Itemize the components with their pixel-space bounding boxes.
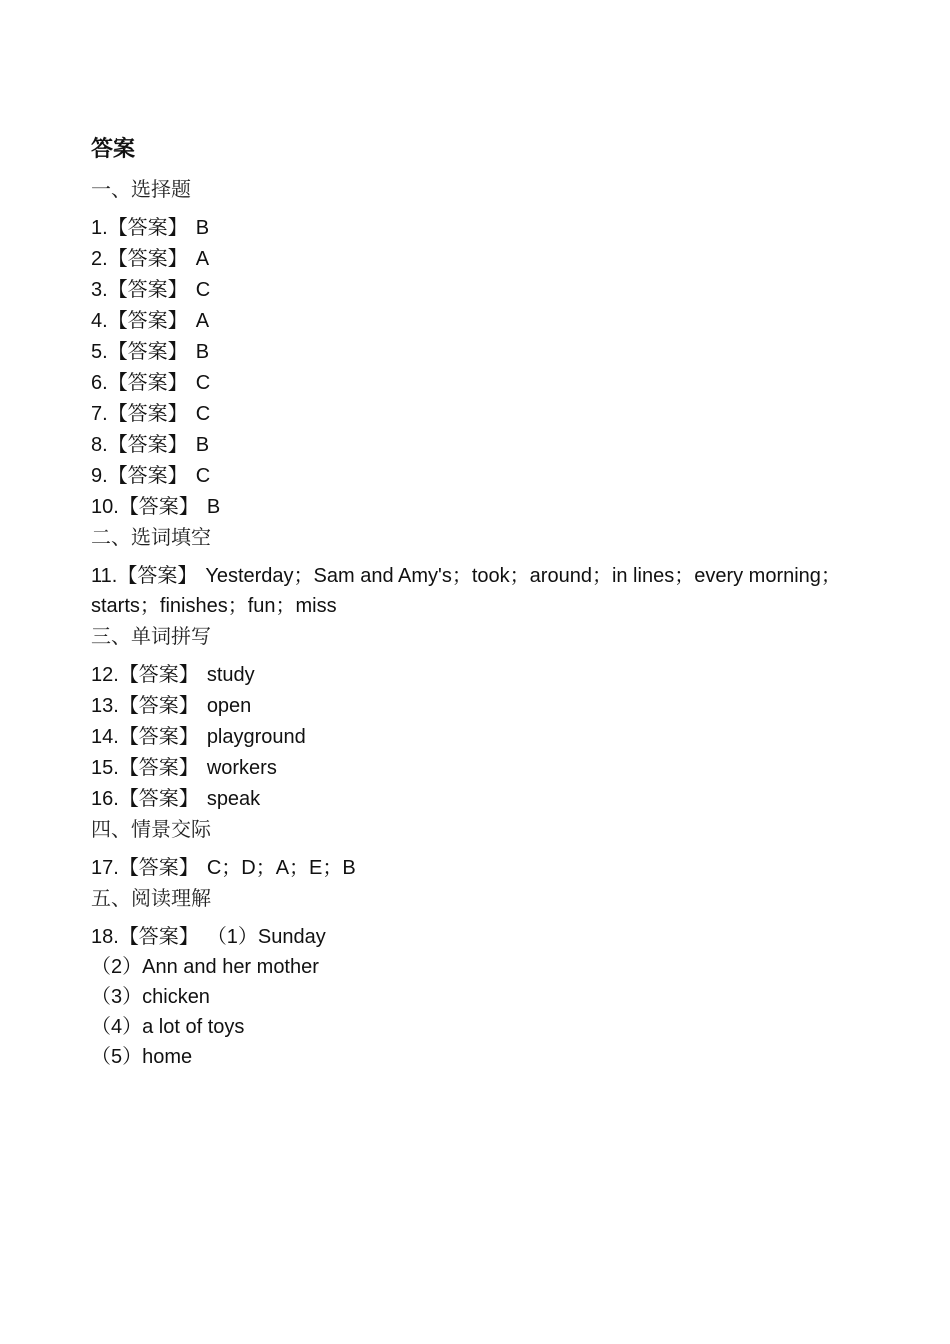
answer-line (91, 690, 851, 721)
answer-value: A (195, 310, 210, 332)
answer-line (91, 274, 851, 305)
section-word-fill (91, 522, 851, 621)
answer-value: （1）Sunday (206, 926, 326, 948)
question-number: 6. (91, 372, 108, 394)
answer-value: study (206, 664, 255, 686)
answer-value: playground (206, 726, 306, 748)
answer-tag: 【答案】 (107, 463, 188, 487)
answer-tag: 【答案】 (117, 563, 198, 587)
answer-tag: 【答案】 (107, 432, 188, 456)
section-heading: 三、单词拼写 (91, 624, 211, 648)
question-number: 16. (91, 788, 119, 810)
answer-line (91, 491, 851, 522)
answer-line (91, 560, 851, 621)
answer-line (91, 752, 851, 783)
answer-line (91, 659, 851, 690)
answer-tag: 【答案】 (107, 277, 188, 301)
answer-tag: 【答案】 (107, 308, 188, 332)
question-number: 1. (91, 217, 108, 239)
answer-value: C (195, 403, 211, 425)
question-number: 14. (91, 726, 119, 748)
answer-tag: 【答案】 (107, 246, 188, 270)
answer-document (91, 134, 851, 1072)
answer-tag: 【答案】 (118, 494, 199, 518)
answer-tag: 【答案】 (107, 339, 188, 363)
answer-value: Yesterday；Sam and Amy's；took；around；in lines；every morning；starts；finishes；fun；miss (91, 565, 841, 617)
answer-value: C (195, 372, 211, 394)
question-number: 15. (91, 757, 119, 779)
answer-value: C (195, 465, 211, 487)
question-number: 7. (91, 403, 108, 425)
answer-line (91, 783, 851, 814)
answer-line (91, 243, 851, 274)
question-number: 5. (91, 341, 108, 363)
section-multiple-choice (91, 174, 851, 522)
answer-tag: 【答案】 (118, 724, 199, 748)
answer-tag: 【答案】 (118, 662, 199, 686)
section-heading: 一、选择题 (91, 177, 191, 201)
question-number: 17. (91, 857, 119, 879)
question-number: 10. (91, 496, 119, 518)
answer-line (91, 429, 851, 460)
answer-value: B (195, 341, 210, 363)
answer-line (91, 921, 851, 952)
question-number: 2. (91, 248, 108, 270)
answer-line (91, 398, 851, 429)
question-number: 4. (91, 310, 108, 332)
answer-tag: 【答案】 (107, 370, 188, 394)
sub-answer-line: （2）Ann and her mother (91, 956, 319, 978)
answer-tag: 【答案】 (118, 855, 199, 879)
answer-tag: 【答案】 (118, 924, 199, 948)
answer-line (91, 367, 851, 398)
answer-line (91, 460, 851, 491)
section-heading: 二、选词填空 (91, 525, 211, 549)
answer-value: workers (206, 757, 277, 779)
question-number: 9. (91, 465, 108, 487)
sub-answer-line: （4）a lot of toys (91, 1016, 245, 1038)
answer-tag: 【答案】 (107, 401, 188, 425)
question-number: 3. (91, 279, 108, 301)
answer-value: speak (206, 788, 261, 810)
section-reading-comprehension (91, 883, 851, 1072)
sub-answer-line: （5）home (91, 1046, 193, 1068)
question-number: 18. (91, 926, 119, 948)
question-number: 8. (91, 434, 108, 456)
document-title: 答案 (91, 137, 136, 162)
answer-tag: 【答案】 (118, 693, 199, 717)
answer-value: B (195, 434, 210, 456)
answer-value: B (195, 217, 210, 239)
answer-value: B (206, 496, 221, 518)
section-heading: 四、情景交际 (91, 817, 211, 841)
answer-value: open (206, 695, 252, 717)
section-heading: 五、阅读理解 (91, 886, 211, 910)
answer-value: C；D；A；E；B (206, 857, 356, 879)
answer-line (91, 721, 851, 752)
answer-tag: 【答案】 (107, 215, 188, 239)
answer-tag: 【答案】 (118, 786, 199, 810)
question-number: 11. (91, 565, 118, 587)
answer-line (91, 305, 851, 336)
answer-value: C (195, 279, 211, 301)
sub-answer-line: （3）chicken (91, 986, 210, 1008)
answer-value: A (195, 248, 210, 270)
answer-line (91, 852, 851, 883)
question-number: 13. (91, 695, 119, 717)
section-situational-dialogue (91, 814, 851, 883)
answer-line (91, 212, 851, 243)
answer-tag: 【答案】 (118, 755, 199, 779)
section-spelling (91, 621, 851, 814)
answer-line (91, 336, 851, 367)
question-number: 12. (91, 664, 119, 686)
